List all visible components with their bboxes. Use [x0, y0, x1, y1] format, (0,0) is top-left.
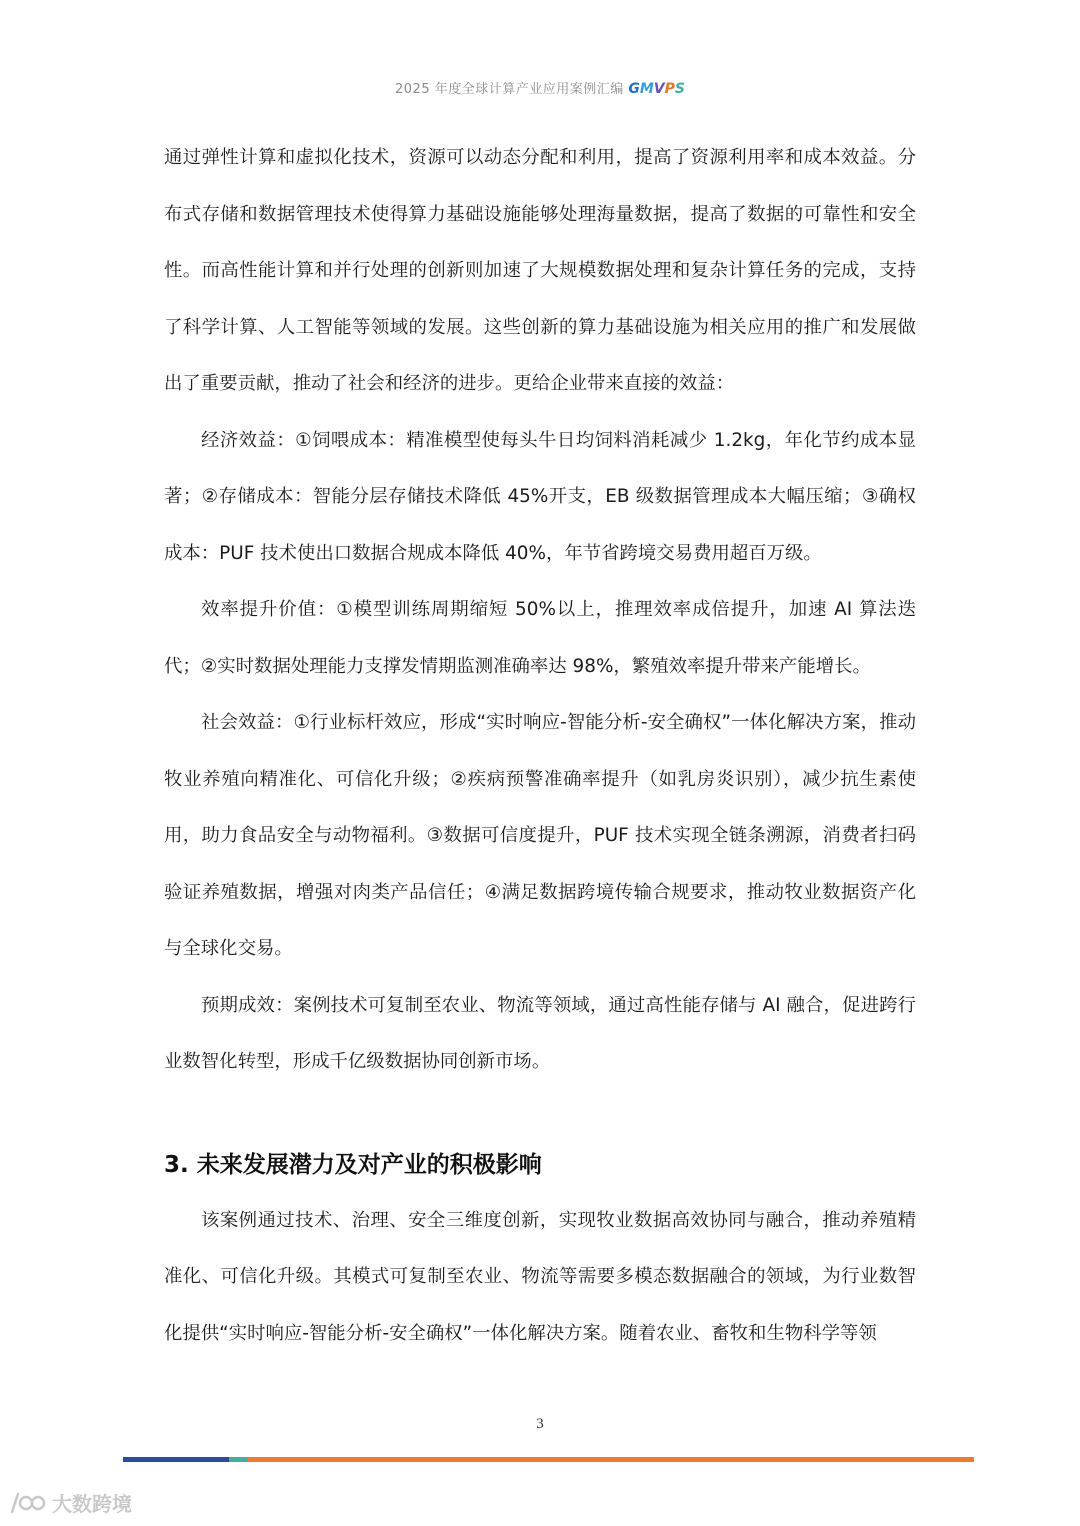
- body-paragraph-social-benefit: 社会效益：①行业标杆效应，形成“实时响应-智能分析-安全确权”一体化解决方案，推动牧业养殖向精准化、可信化升级；②疾病预警准确率提升（如乳房炎识别），减少抗生素使用，助力食品安全与动物福利。③数据可信度提升，PUF 技术实现全链条溯源，消费者扫码验证养殖数据，增强对肉类产品信任；④满足数据跨境传输合规要求，推动牧业数据资产化与全球化交易。: [164, 712, 916, 959]
- footer-bar-orange-segment: [247, 1457, 974, 1462]
- body-paragraph-1: 通过弹性计算和虚拟化技术，资源可以动态分配和利用，提高了资源利用率和成本效益。分布式存储和数据管理技术使得算力基础设施能够处理海量数据，提高了数据的可靠性和安全性。而高性能计算和并行处理的创新则加速了大规模数据处理和复杂计算任务的完成，支持了科学计算、人工智能等领域的发展。这些创新的算力基础设施为相关应用的推广和发展做出了重要贡献，推动了社会和经济的进步。更给企业带来直接的效益：: [164, 147, 916, 394]
- page-number: 3: [536, 1416, 544, 1432]
- gmvps-logo: GMVPS: [628, 81, 685, 97]
- body-paragraph-economic-benefit: 经济效益：①饲喂成本：精准模型使每头牛日均饲料消耗减少 1.2kg，年化节约成本显著；②存储成本：智能分层存储技术降低 45%开支，EB 级数据管理成本大幅压缩；③确权成本：PUF 技术使出口数据合规成本降低 40%，年节省跨境交易费用超百万级。: [164, 429, 916, 564]
- running-header: [0, 78, 1080, 97]
- footer-bar-teal-segment: [229, 1457, 247, 1462]
- body-paragraph-efficiency: 效率提升价值：①模型训练周期缩短 50%以上，推理效率成倍提升，加速 AI 算法迭代；②实时数据处理能力支撑发情期监测准确率达 98%，繁殖效率提升带来产能增长。: [164, 599, 916, 677]
- watermark-logo-icon: [8, 1490, 46, 1516]
- body-paragraph-future-potential: 该案例通过技术、治理、安全三维度创新，实现牧业数据高效协同与融合，推动养殖精准化、可信化升级。其模式可复制至农业、物流等需要多模态数据融合的领域，为行业数智化提供“实时响应-智能分析-安全确权”一体化解决方案。随着农业、畜牧和生物科学等领: [164, 1209, 916, 1344]
- body-paragraph-expected-results: 预期成效：案例技术可复制至农业、物流等领域，通过高性能存储与 AI 融合，促进跨行业数智化转型，形成千亿级数据协同创新市场。: [164, 994, 916, 1072]
- footer-bar-blue-segment: [123, 1457, 229, 1462]
- watermark-text: 大数跨境: [52, 1492, 132, 1516]
- footer-color-bar: [123, 1457, 974, 1462]
- document-body: [164, 130, 916, 1362]
- watermark: [8, 1488, 132, 1517]
- header-title: 2025 年度全球计算产业应用案例汇编: [395, 82, 624, 97]
- section-heading: 3. 未来发展潜力及对产业的积极影响: [164, 1151, 542, 1178]
